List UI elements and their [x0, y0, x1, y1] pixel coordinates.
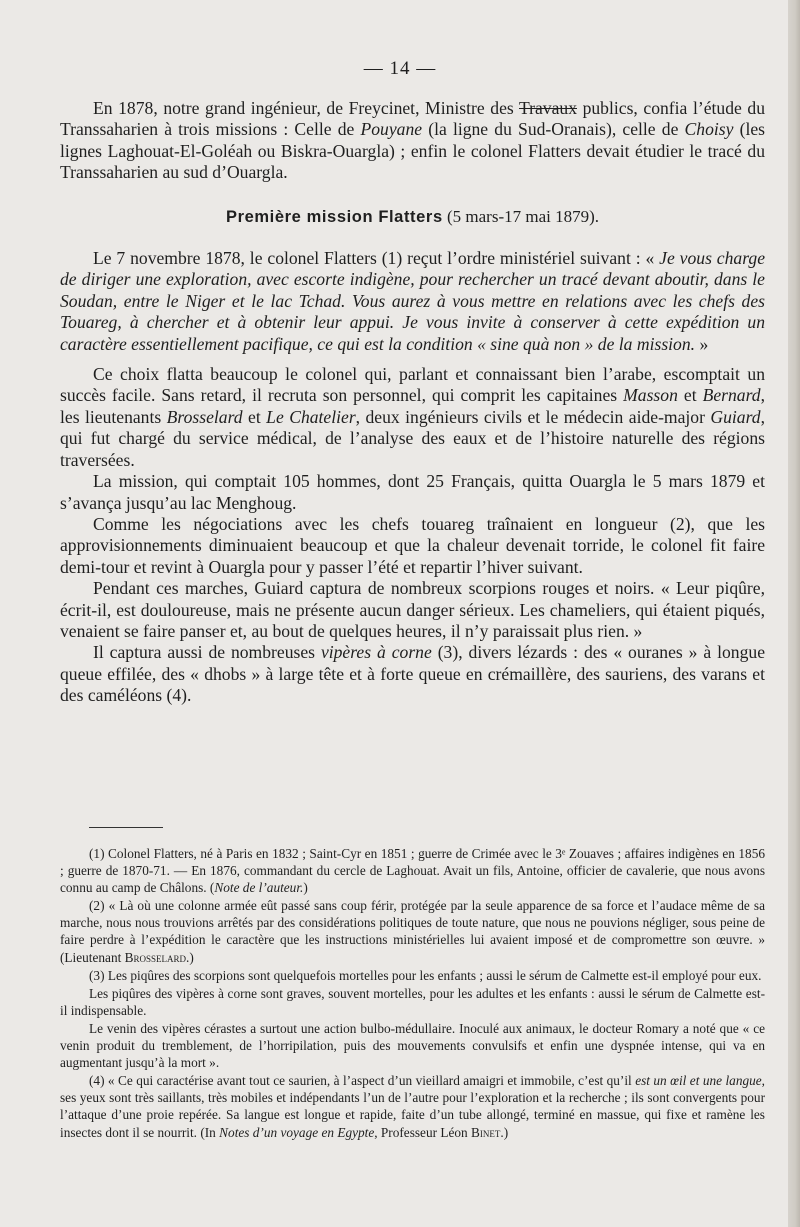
page-number: — 14 — [363, 58, 437, 79]
footnote-3: (3) Les piqûres des scorpions sont quelquefois mortelles pour les enfants ; aussi le sérum de Calmette est-il employé pour eux. [89, 967, 762, 983]
footnote-3-continued: Le venin des vipères cérastes a surtout une action bulbo-médullaire. Inoculé aux animaux, le docteur Romary a noté que « ce venin produit du tremblement, de l’horripilation, puis des mouvements convulsifs et enfin une dyspnée intense, qui va en augmentant jusqu’à la mort ». [60, 1020, 765, 1071]
mission-paragraph: La mission, qui comptait 105 hommes, dont 25 Français, quitta Ouargla le 5 mars 1879 et s’avança jusqu’au lac Menghoug. [60, 471, 765, 513]
choix-paragraph: Ce choix flatta beaucoup le colonel qui, parlant et connaissant bien l’arabe, escomptait un succès facile. Sans retard, il recruta son personnel, qui comprit les capitaines Masson et Bernard, les lieutenants Brosselard et Le Chatelier, deux ingénieurs civils et le médecin aide-major Guiard, qui fut chargé du service médical, de l’analyse des eaux et de l’histoire naturelle des régions traversées. [60, 364, 766, 470]
marches-paragraph: Pendant ces marches, Guiard captura de nombreux scorpions rouges et noirs. « Leur piqûre, écrit-il, est douloureuse, mais ne présente aucun danger sérieux. Les chameliers, qui étaient piqués, venaient se faire panser et, au bout de quelques heures, il n’y paraissait plus rien. » [60, 578, 765, 641]
negotiation-paragraph: Comme les négociations avec les chefs touareg traînaient en longueur (2), que les approvisionnements diminuaient beaucoup et que la chaleur devenait torride, le colonel fit faire demi-tour et revint à Ouargla pour y passer l’été et repartir l’hiver suivant. [60, 513, 765, 577]
footnote-2: (2) « Là où une colonne armée eût passé sans coup férir, protégée par la seule apparence de sa force et l’audace même de sa marche, nous nous trouvions arrêtés par des considérations politiques de toute nature, que nous ne pouvions négliger, sous peine de faire perdre à l’expédition le caractère que les instructions ministérielles lui avaient imposé et de compromettre son œuvre. » (Lieutenant Brosselard.) [60, 898, 765, 965]
footnote-1: (1) Colonel Flatters, né à Paris en 1832 ; Saint-Cyr en 1851 ; guerre de Crimée avec le 3ᵉ Zouaves ; affaires indigènes en 1856 ; guerre de 1870-71. — En 1876, commandant du cercle de Laghouat. Avait un fils, Antoine, officier de cavalerie, que nous avons connu au camp de Châlons. (Note de l’auteur.) [60, 846, 765, 896]
intro-paragraph: En 1878, notre grand ingénieur, de Freycinet, Ministre des Travaux publics, confia l’étude du Transsaharien à trois missions : Celle de Pouyane (la ligne du Sud-Oranais), celle de Choisy (les lignes Laghouat-El-Goléah ou Biskra-Ouargla) ; enfin le colonel Flatters devait étudier le tracé du Transsaharien au sud d’Ouargla. [60, 98, 765, 183]
section-heading-dates: (5 mars-17 mai 1879). [442, 206, 600, 226]
footnote-3-continued: Les piqûres des vipères à corne sont graves, souvent mortelles, pour les adultes et les enfants : aussi le sérum de Calmette est-il indispensable. [60, 985, 765, 1018]
captura-paragraph: Il captura aussi de nombreuses vipères à corne (3), divers lézards : des « ouranes » à longue queue effilée, des « dhobs » à large tête et à forte queue en crémaillère, des sauriens, des varans et des caméléons (4). [60, 642, 766, 706]
main-text [60, 98, 765, 707]
section-heading [60, 206, 765, 228]
footnotes [60, 845, 765, 1142]
order-quote: Je vous charge de diriger une exploration, avec escorte indigène, pour rechercher un tracé devant aboutir, dans le Soudan, entre le Niger et le lac Tchad. Vous aurez à vous mettre en relations avec les chefs des Touareg, à chercher et à obtenir leur appui. Je vous invite à conserver à cette expédition un caractère essentiellement pacifique, ce qui est la condition « sine quà non » de la mission. [60, 248, 766, 354]
page-edge [788, 0, 800, 1227]
section-heading-title: Première mission Flatters [225, 207, 443, 226]
footnote-4: (4) « Ce qui caractérise avant tout ce saurien, à l’aspect d’un vieillard amaigri et immobile, c’est qu’il est un œil et une langue, ses yeux sont très saillants, très mobiles et indépendants l’un de l’autre pour l’exploration et la recherche ; ils sont convergents pour l’attaque d’une proie repérée. Sa langue est longue et rapide, faite d’un tube allongé, terminé en massue, qui fixe et ramène les insectes dont il se nourrit. (In Notes d’un voyage en Egypte, Professeur Léon Binet.) [60, 1073, 765, 1140]
struck-word: Travaux [519, 98, 577, 118]
footnote-divider [89, 827, 163, 828]
order-paragraph: Le 7 novembre 1878, le colonel Flatters (1) reçut l’ordre ministériel suivant : « Je vous charge de diriger une exploration, avec escorte indigène, pour rechercher un tracé devant aboutir, dans le Soudan, entre le Niger et le lac Tchad. Vous aurez à vous mettre en relations avec les chefs des Touareg, à chercher et à obtenir leur appui. Je vous invite à conserver à cette expédition un caractère essentiellement pacifique, ce qui est la condition « sine quà non » de la mission. » [60, 248, 766, 354]
